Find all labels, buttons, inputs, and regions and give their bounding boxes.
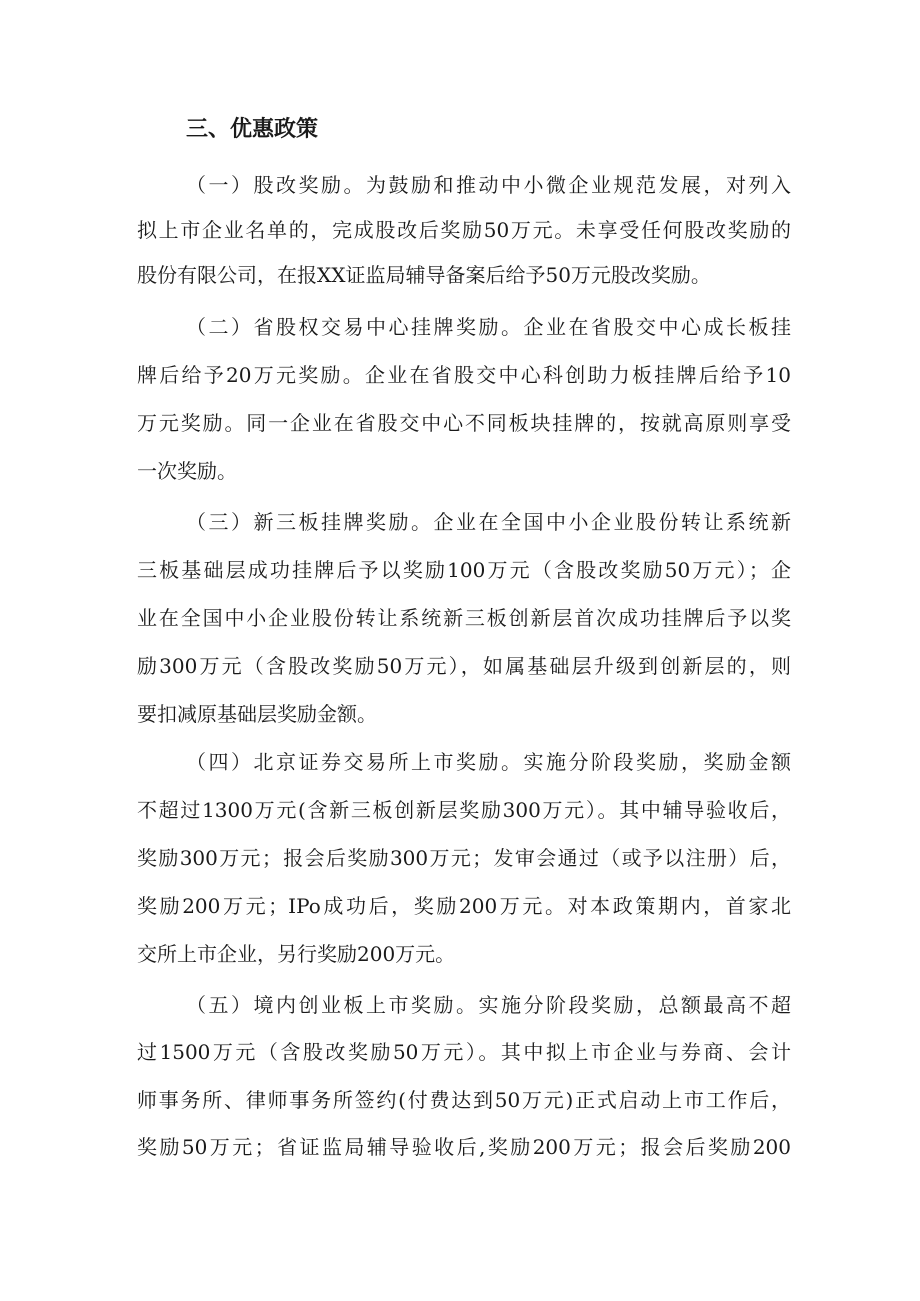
paragraph-2-line-2: 牌后给予20万元奖励。企业在省股交中心科创助力板挂牌后给予10 [137,363,791,387]
paragraph-4-line-2: 不超过1300万元(含新三板创新层奖励300万元）。其中辅导验收后， [137,798,791,822]
paragraph-2-line-1: （二）省股权交易中心挂牌奖励。企业在省股交中心成长板挂 [186,315,791,339]
section-heading: 三、优惠政策 [186,117,319,142]
paragraph-2-line-4: 一次奖励。 [137,459,237,483]
paragraph-3-line-4: 励300万元（含股改奖励50万元），如属基础层升级到创新层的，则 [137,654,791,678]
paragraph-2-line-3: 万元奖励。同一企业在省股交中心不同板块挂牌的，按就高原则享受 [137,411,791,435]
paragraph-1-line-3: 股份有限公司，在报XX证监局辅导备案后给予50万元股改奖励。 [137,263,711,287]
paragraph-4-line-5: 交所上市企业，另行奖励200万元。 [137,942,456,966]
paragraph-5-line-4: 奖励50万元；省证监局辅导验收后,奖励200万元；报会后奖励200 [137,1135,791,1159]
paragraph-4-line-1: （四）北京证券交易所上市奖励。实施分阶段奖励，奖励金额 [186,750,791,774]
paragraph-5-line-2: 过1500万元（含股改奖励50万元）。其中拟上市企业与券商、会计 [137,1040,791,1064]
paragraph-4-line-4: 奖励200万元；IPo成功后，奖励200万元。对本政策期内，首家北 [137,894,791,918]
paragraph-4-line-3: 奖励300万元；报会后奖励300万元；发审会通过（或予以注册）后， [137,846,791,870]
paragraph-3-line-2: 三板基础层成功挂牌后予以奖励100万元（含股改奖励50万元）；企 [137,558,791,582]
paragraph-5-line-1: （五）境内创业板上市奖励。实施分阶段奖励，总额最高不超 [186,993,791,1017]
paragraph-3-line-1: （三）新三板挂牌奖励。企业在全国中小企业股份转让系统新 [186,510,791,534]
paragraph-1-line-2: 拟上市企业名单的，完成股改后奖励50万元。未享受任何股改奖励的 [137,218,791,242]
paragraph-3-line-3: 业在全国中小企业股份转让系统新三板创新层首次成功挂牌后予以奖 [137,606,791,630]
paragraph-3-line-5: 要扣减原基础层奖励金额。 [137,702,377,726]
paragraph-1-line-1: （一）股改奖励。为鼓励和推动中小微企业规范发展，对列入 [186,173,791,197]
paragraph-5-line-3: 师事务所、律师事务所签约(付费达到50万元)正式启动上市工作后， [137,1088,791,1112]
